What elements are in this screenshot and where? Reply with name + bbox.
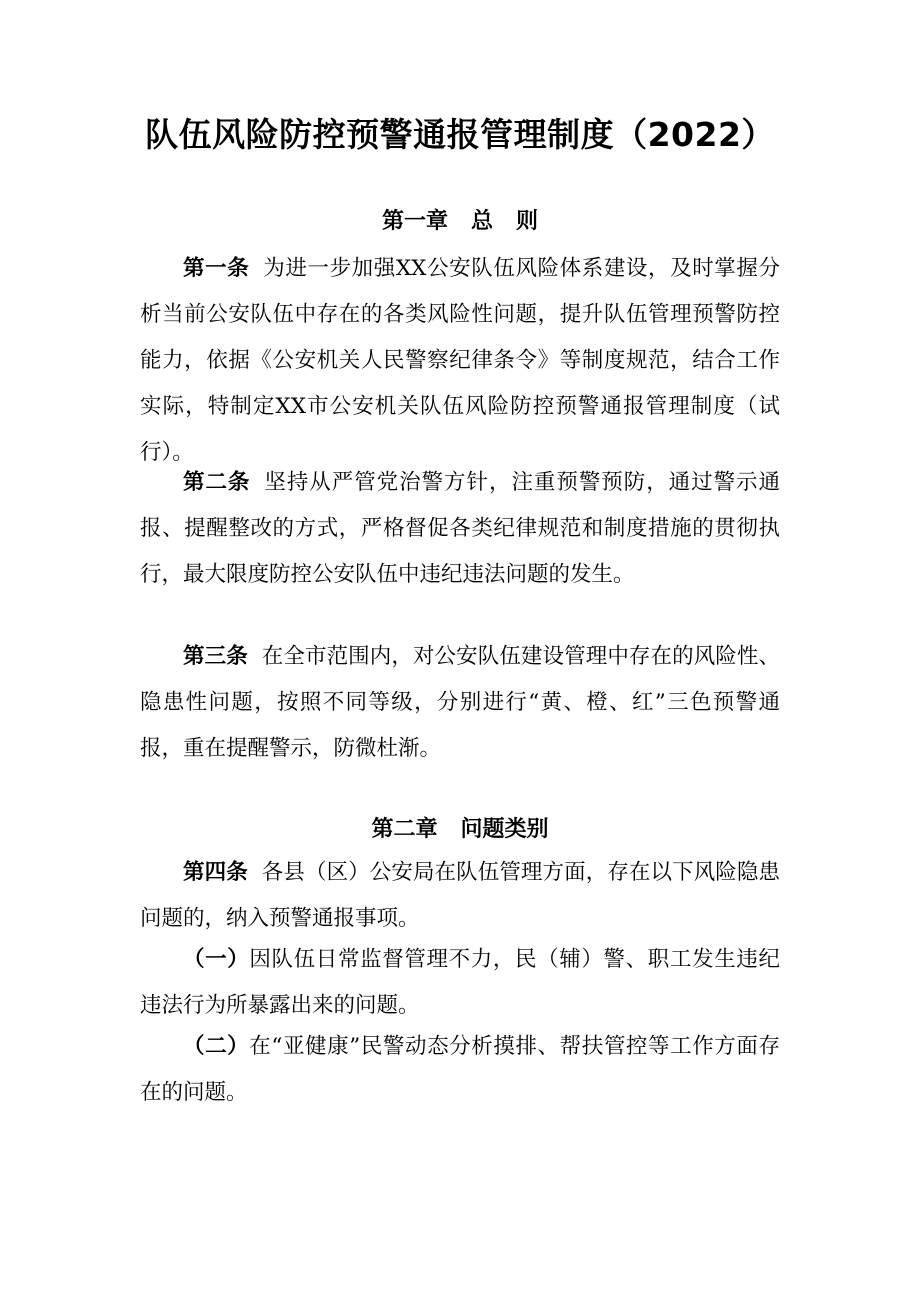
list-item-2 [140,1024,780,1116]
article-4-label: 第四条 [183,860,248,885]
list-item-1-text: 因队伍日常监督管理不力，民（辅）警、职工发生违纪违法行为所暴露出来的问题。 [140,947,780,1018]
list-item-1 [140,937,780,1029]
chapter-2-heading: 第二章 问题类别 [371,817,549,842]
article-2 [140,460,780,598]
article-1 [140,246,780,476]
article-1-text: 为进一步加强XX公安队伍风险体系建设，及时掌握分析当前公安队伍中存在的各类风险性问题，提升队伍管理预警防控能力，依据《公安机关人民警察纪律条令》等制度规范，结合工作实际，特制定XX市公安机关队伍风险防控预警通报管理制度（试行）。 [140,256,780,465]
list-item-2-label: （二） [183,1034,250,1059]
list-item-1-label: （一） [183,947,250,972]
chapter-1-heading: 第一章 总 则 [382,209,538,234]
article-2-text: 坚持从严管党治警方针，注重预警预防，通过警示通报、提醒整改的方式，严格督促各类纪律规范和制度措施的贯彻执行，最大限度防控公安队伍中违纪违法问题的发生。 [140,470,780,587]
article-3 [140,634,780,772]
document-title: 队伍风险防控预警通报管理制度（2022） [145,115,775,154]
article-3-text: 在全市范围内，对公安队伍建设管理中存在的风险性、隐患性问题，按照不同等级，分别进行“黄、橙、红”三色预警通报，重在提醒警示，防微杜渐。 [140,644,780,761]
list-item-2-text: 在“亚健康”民警动态分析摸排、帮扶管控等工作方面存在的问题。 [140,1034,780,1105]
article-3-label: 第三条 [183,644,248,669]
article-1-label: 第一条 [183,256,250,281]
article-4 [140,850,780,942]
article-2-label: 第二条 [183,470,251,495]
article-4-text: 各县（区）公安局在队伍管理方面，存在以下风险隐患问题的，纳入预警通报事项。 [140,860,780,931]
